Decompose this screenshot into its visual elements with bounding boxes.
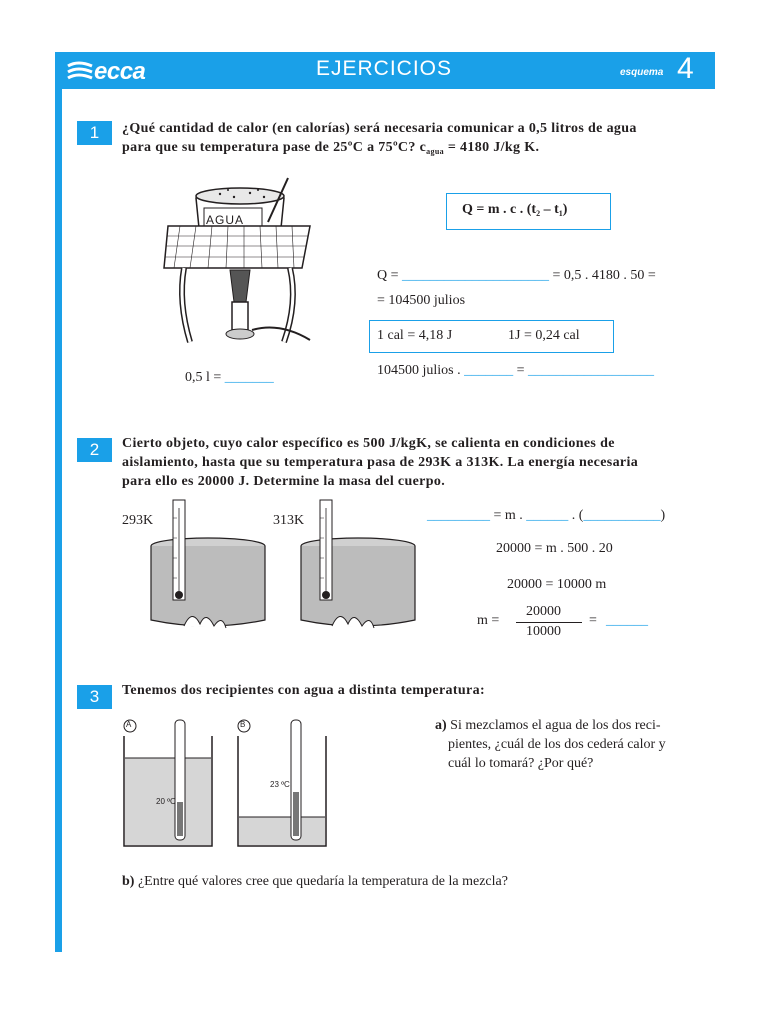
equation-1: _________ = m . ______ . (___________) [427,508,666,523]
q2-line1: Cierto objeto, cuyo calor específico es 500 J/kgK, se calienta en condiciones de [122,436,615,451]
conv-blank-1[interactable]: _______ [464,363,514,378]
question-2-text [122,434,707,491]
equation-4-lhs: m = [477,613,500,628]
temp-label-313: 313K [273,513,305,528]
container-293k [148,498,270,638]
beaker-a-temp: 20 ºC [156,797,176,806]
conversion-cal: 1 cal = 4,18 J [377,328,453,343]
fraction-bar [516,622,582,623]
container-313k [298,498,420,638]
pot-label: AGUA [206,213,245,227]
page-title: EJERCICIOS [315,57,453,80]
equation-4-equals: = [589,613,597,628]
beaker-b-label: B [240,720,246,729]
beaker-b-temp: 23 ºC [270,780,290,789]
fraction-denominator: 10000 [526,624,561,639]
question-3-number: 3 [77,685,112,709]
conversion-joule: 1J = 0,24 cal [508,328,580,343]
q2-line3: para ello es 20000 J. Determine la masa del cuerpo. [122,474,446,489]
mass-answer-blank[interactable]: ______ [606,613,648,628]
q1-line2: para que su temperatura pase de 25ºC a 75ºC? $c_{agua} = 4180$ J/kg K. [122,140,540,156]
calc-line-1: Q = _____________________ = 0,5 . 4180 . 50 = [377,268,656,283]
question-2-number: 2 [77,438,112,462]
schema-label: esquema [620,67,664,78]
question-3-text: Tenemos dos recipientes con agua a distinta temperatura: [122,683,485,698]
eq1-blank-1[interactable]: _________ [427,508,490,523]
equation-2: 20000 = m . 500 . 20 [496,541,613,556]
part-a: a) Si mezclamos el agua de los dos reci- pientes, ¿cuál de los dos cederá calor y cuál lo tomará? ¿Por qué? [435,718,666,771]
calc-line-2: = 104500 julios [377,293,466,308]
q2-line2: aislamiento, hasta que su temperatura pasa de 293K a 313K. La energía necesaria [122,455,639,470]
schema-number: 4 [677,52,694,85]
conv-blank-2[interactable]: __________________ [528,363,655,378]
q1-line1: ¿Qué cantidad de calor (en calorías) será necesaria comunicar a 0,5 litros de agua [122,121,637,136]
left-accent-rule [55,52,62,952]
part-b: b) ¿Entre qué valores cree que quedaría la temperatura de la mezcla? [122,874,508,889]
question-1-number: 1 [77,121,112,145]
question-1-text [122,119,707,161]
beaker-a [118,716,218,856]
volume-conversion: 0,5 l = _______ [185,370,274,385]
volume-blank[interactable]: _______ [224,370,274,385]
stove-pot-illustration [160,172,320,372]
conversion-line: 104500 julios . _______ = __________________ [377,363,655,378]
heat-formula: Q = m . c . $(t_2 - t_1)$ [462,202,568,218]
ecca-logo: ecca [94,58,146,85]
fraction-numerator: 20000 [526,604,561,619]
calc1-blank[interactable]: _____________________ [402,268,550,283]
eq1-blank-2[interactable]: ______ [526,508,569,523]
equation-3: 20000 = 10000 m [507,577,607,592]
temp-label-293: 293K [122,513,154,528]
beaker-a-label: A [126,720,132,729]
eq1-blank-3[interactable]: ___________ [583,508,661,523]
